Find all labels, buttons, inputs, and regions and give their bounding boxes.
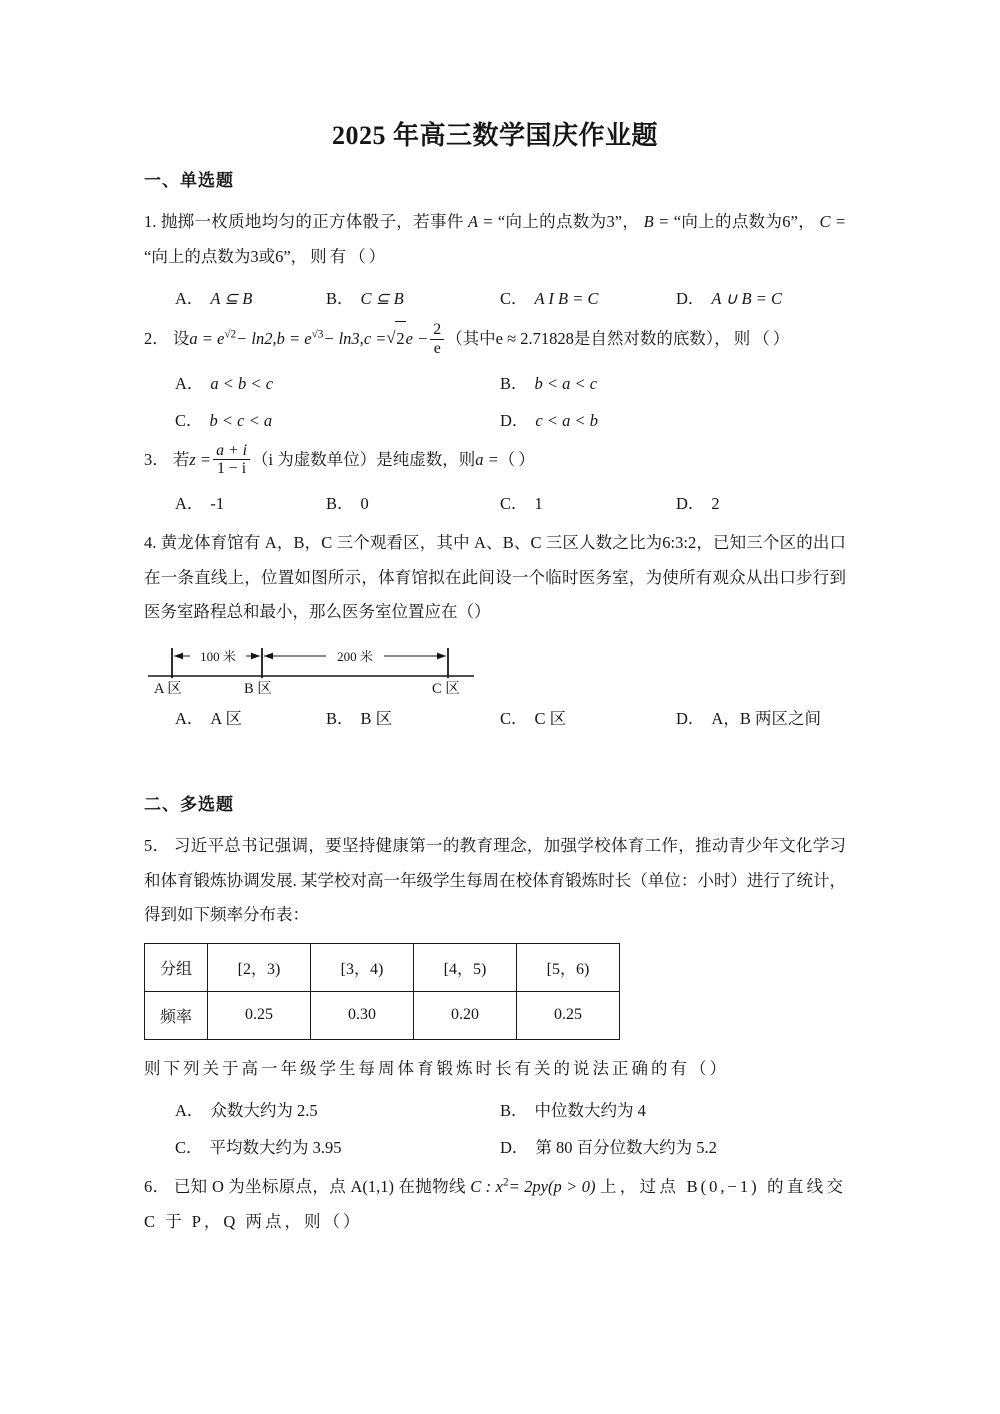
row-header-frequency: 频率 bbox=[145, 991, 208, 1039]
option-value: b < c < a bbox=[209, 410, 273, 430]
question-6-text-2: 上，过点 B(0,−1) 的直线交 C 于 P，Q 两点，则（ bbox=[144, 1177, 847, 1232]
question-1-tail: ，则有（ bbox=[290, 246, 369, 266]
question-5-text: 习近平总书记强调，要坚持健康第一的教育理念，加强学校体育工作，推动青少年文化学习和体育锻炼协调发展. 某学校对高一年级学生每周在校体育锻炼时长（单位：小时）进行了统计，得到如下频率分布表： bbox=[144, 835, 846, 925]
option-value: 0 bbox=[360, 494, 369, 514]
cell-frequency-2: 0.30 bbox=[311, 991, 414, 1039]
question-1-event-a-desc: “向上的点数为3” bbox=[497, 211, 623, 231]
question-2-expr-b: b = e bbox=[276, 329, 312, 349]
question-5-options bbox=[144, 1092, 846, 1166]
option-label: B． bbox=[500, 1101, 528, 1121]
option-value: 2 bbox=[711, 494, 720, 514]
question-1-event-c-desc: “向上的点数为3或6” bbox=[144, 246, 291, 266]
option-value: 第 80 百分位数大约为 5.2 bbox=[535, 1138, 717, 1158]
question-6-number: 6． bbox=[144, 1177, 170, 1197]
number-line-diagram bbox=[144, 636, 544, 698]
question-6-text-1: 已知 O 为坐标原点，点 A(1,1) 在抛物线 bbox=[173, 1177, 466, 1197]
fraction-numerator: a + i bbox=[216, 441, 247, 459]
option-value: 平均数大约为 3.95 bbox=[209, 1138, 342, 1158]
question-4-option-c[interactable] bbox=[500, 700, 566, 737]
option-value: A ∪ B = C bbox=[711, 289, 782, 309]
question-3-tail-close: ） bbox=[518, 449, 535, 469]
option-value: A 区 bbox=[210, 709, 243, 729]
question-4-option-row bbox=[144, 700, 846, 737]
question-1-option-c[interactable] bbox=[500, 280, 599, 317]
question-1 bbox=[144, 205, 846, 274]
question-2-expr-a-rest: − ln2, bbox=[236, 329, 277, 349]
question-6-curve-exponent: 2 bbox=[502, 1176, 509, 1189]
option-label: C． bbox=[500, 709, 528, 729]
frequency-distribution-table bbox=[144, 943, 620, 1040]
question-3-number: 3． bbox=[144, 449, 169, 469]
option-value: 众数大约为 2.5 bbox=[210, 1101, 318, 1121]
question-3-mid: 是纯虚数，则 bbox=[376, 449, 476, 469]
question-2-tail: ，则（ bbox=[714, 329, 773, 349]
option-label: A． bbox=[175, 494, 204, 514]
question-3-lead: 若 bbox=[172, 449, 190, 469]
question-3-option-row bbox=[144, 485, 846, 522]
question-6-curve: C : x bbox=[470, 1177, 503, 1197]
question-2-option-d[interactable] bbox=[500, 402, 598, 439]
question-5-follow-up bbox=[144, 1052, 846, 1087]
cell-frequency-1: 0.25 bbox=[208, 991, 311, 1039]
arrow-left-bc bbox=[264, 653, 273, 660]
question-3 bbox=[144, 443, 846, 479]
arrow-left-ab bbox=[174, 653, 183, 660]
question-6 bbox=[144, 1170, 846, 1239]
option-label: B． bbox=[326, 289, 354, 309]
option-value: C 区 bbox=[534, 709, 567, 729]
option-value: b < a < c bbox=[534, 373, 598, 393]
option-label: D． bbox=[676, 289, 705, 309]
page-title: 2025 年高三数学国庆作业题 bbox=[331, 121, 658, 150]
point-label-c: C 区 bbox=[432, 681, 460, 698]
question-4-option-d[interactable] bbox=[676, 700, 821, 737]
question-4-option-b[interactable] bbox=[326, 700, 392, 737]
question-2-option-c[interactable] bbox=[175, 402, 272, 439]
question-1-options bbox=[144, 280, 846, 317]
question-3-z: z = bbox=[189, 449, 212, 469]
question-5-option-d[interactable] bbox=[500, 1129, 717, 1166]
option-label: C． bbox=[500, 289, 528, 309]
question-5-number: 5． bbox=[144, 835, 170, 855]
question-1-comma-2: ， bbox=[797, 211, 816, 231]
question-2 bbox=[144, 321, 846, 358]
option-value: a < b < c bbox=[210, 373, 274, 393]
question-3-option-c[interactable] bbox=[500, 485, 543, 522]
question-5-follow-up-close: ） bbox=[709, 1058, 726, 1078]
option-value: 中位数大约为 4 bbox=[534, 1101, 646, 1121]
question-2-option-row-1 bbox=[144, 365, 846, 402]
table-row-groups bbox=[145, 943, 620, 991]
question-1-option-a[interactable] bbox=[175, 280, 252, 317]
option-value: A I B = C bbox=[534, 289, 599, 309]
arrow-right-bc bbox=[437, 653, 446, 660]
question-2-lead: 设 bbox=[172, 329, 190, 349]
option-value: 1 bbox=[534, 494, 543, 514]
question-4-option-a[interactable] bbox=[175, 700, 242, 737]
question-4 bbox=[144, 526, 846, 630]
cell-frequency-4: 0.25 bbox=[517, 991, 620, 1039]
question-3-note: （i 为虚数单位） bbox=[251, 449, 377, 469]
option-label: D． bbox=[676, 494, 705, 514]
question-4-options bbox=[144, 700, 846, 737]
option-label: A． bbox=[175, 373, 204, 393]
question-1-event-b: B = bbox=[643, 211, 670, 231]
point-label-a: A 区 bbox=[154, 681, 182, 698]
question-3-tail: （ bbox=[498, 449, 519, 469]
option-value: A，B 两区之间 bbox=[711, 709, 821, 729]
question-1-option-b[interactable] bbox=[326, 280, 404, 317]
fraction-denominator: 1 − i bbox=[213, 459, 250, 478]
question-1-text: 抛掷一枚质地均匀的正方体骰子，若事件 bbox=[160, 211, 464, 231]
question-2-number: 2． bbox=[144, 329, 169, 349]
question-2-sqrt-icon bbox=[386, 321, 405, 357]
option-label: D． bbox=[500, 1138, 529, 1158]
question-2-expr-b-rest: − ln3, bbox=[323, 329, 364, 349]
option-label: B． bbox=[326, 709, 354, 729]
question-3-option-a[interactable] bbox=[175, 485, 224, 522]
fraction-denominator: e bbox=[430, 339, 444, 358]
question-2-option-b[interactable] bbox=[500, 365, 597, 402]
page-content bbox=[144, 0, 846, 1246]
arrow-right-ab bbox=[251, 653, 260, 660]
question-2-sqrt-radicand: 2 bbox=[395, 321, 405, 357]
question-5-follow-up-text: 则下列关于高一年级学生每周体育锻炼时长有关的说法正确的有（ bbox=[144, 1058, 710, 1078]
option-label: D． bbox=[500, 410, 529, 430]
question-2-exp-a: √2 bbox=[224, 328, 237, 341]
section-heading-single-choice: 一、单选题 bbox=[144, 171, 234, 191]
dim-label-bc: 200 米 bbox=[337, 649, 373, 665]
option-label: A． bbox=[175, 709, 204, 729]
question-6-tail-close: ） bbox=[342, 1212, 360, 1232]
question-1-comma-1: ， bbox=[622, 211, 640, 231]
option-label: A． bbox=[175, 289, 204, 309]
question-2-fraction bbox=[430, 321, 444, 357]
option-value: B 区 bbox=[360, 709, 393, 729]
section-heading-multi-choice: 二、多选题 bbox=[144, 795, 234, 815]
option-label: C． bbox=[500, 494, 528, 514]
question-3-options bbox=[144, 485, 846, 522]
option-value: A ⊆ B bbox=[210, 289, 253, 309]
option-value: -1 bbox=[210, 494, 225, 514]
point-label-b: B 区 bbox=[244, 681, 272, 698]
section-spacer bbox=[144, 741, 846, 793]
question-4-number: 4. bbox=[144, 533, 157, 553]
question-4-tail-close: ） bbox=[474, 602, 491, 622]
option-label: B． bbox=[500, 373, 528, 393]
question-5 bbox=[144, 829, 846, 933]
row-header-group: 分组 bbox=[145, 943, 208, 991]
option-value: C ⊆ B bbox=[360, 289, 404, 309]
option-label: A． bbox=[175, 1101, 204, 1121]
question-2-exp-b: √3 bbox=[311, 328, 324, 341]
cell-group-4: [5，6) bbox=[517, 943, 620, 991]
cell-frequency-3: 0.20 bbox=[414, 991, 517, 1039]
question-3-option-b[interactable] bbox=[326, 485, 369, 522]
question-5-option-c[interactable] bbox=[175, 1129, 342, 1166]
question-5-option-b[interactable] bbox=[500, 1092, 646, 1129]
question-5-option-row-2 bbox=[144, 1129, 846, 1166]
question-2-expr-c-mid: e − bbox=[405, 329, 429, 349]
question-1-event-a: A = bbox=[468, 211, 494, 231]
question-4-figure bbox=[144, 636, 846, 698]
question-4-text: 黄龙体育馆有 A，B，C 三个观看区，其中 A、B、C 三区人数之比为6:3:2，已知三个区的出口在一条直线上，位置如图所示，体育馆拟在此间设一个临时医务室，为使所有观众从出口步行到医务室路程总和最小，那么医务室位置应在（ bbox=[144, 533, 847, 622]
question-2-expr-c: c = bbox=[363, 329, 387, 349]
table-row-frequencies bbox=[145, 991, 620, 1039]
question-1-option-d[interactable] bbox=[676, 280, 782, 317]
cell-group-3: [4，5) bbox=[414, 943, 517, 991]
question-1-tail-close: ） bbox=[368, 246, 386, 266]
option-value: c < a < b bbox=[535, 410, 599, 430]
question-2-option-row-2 bbox=[144, 402, 846, 439]
question-3-a: a = bbox=[475, 449, 499, 469]
question-2-tail-close: ） bbox=[772, 329, 790, 349]
option-label: D． bbox=[676, 709, 705, 729]
question-5-option-row-1 bbox=[144, 1092, 846, 1129]
question-6-curve-rest: = 2py(p > 0) bbox=[508, 1177, 596, 1197]
question-1-number: 1. bbox=[144, 211, 157, 231]
cell-group-1: [2，3) bbox=[208, 943, 311, 991]
question-2-expr-a: a = e bbox=[189, 329, 225, 349]
cell-group-2: [3，4) bbox=[311, 943, 414, 991]
question-3-option-d[interactable] bbox=[676, 485, 720, 522]
question-1-event-b-desc: “向上的点数为6” bbox=[673, 211, 798, 231]
option-label: C． bbox=[175, 410, 203, 430]
question-2-option-a[interactable] bbox=[175, 365, 273, 402]
question-5-option-a[interactable] bbox=[175, 1092, 318, 1129]
option-label: C． bbox=[175, 1138, 203, 1158]
question-2-note: （其中e ≈ 2.71828是自然对数的底数） bbox=[446, 329, 715, 349]
question-2-options bbox=[144, 365, 846, 439]
fraction-numerator: 2 bbox=[433, 321, 442, 339]
question-3-fraction bbox=[213, 442, 250, 478]
dim-label-ab: 100 米 bbox=[200, 649, 236, 665]
question-1-event-c: C = bbox=[819, 211, 847, 231]
option-label: B． bbox=[326, 494, 354, 514]
question-1-option-row bbox=[144, 280, 846, 317]
